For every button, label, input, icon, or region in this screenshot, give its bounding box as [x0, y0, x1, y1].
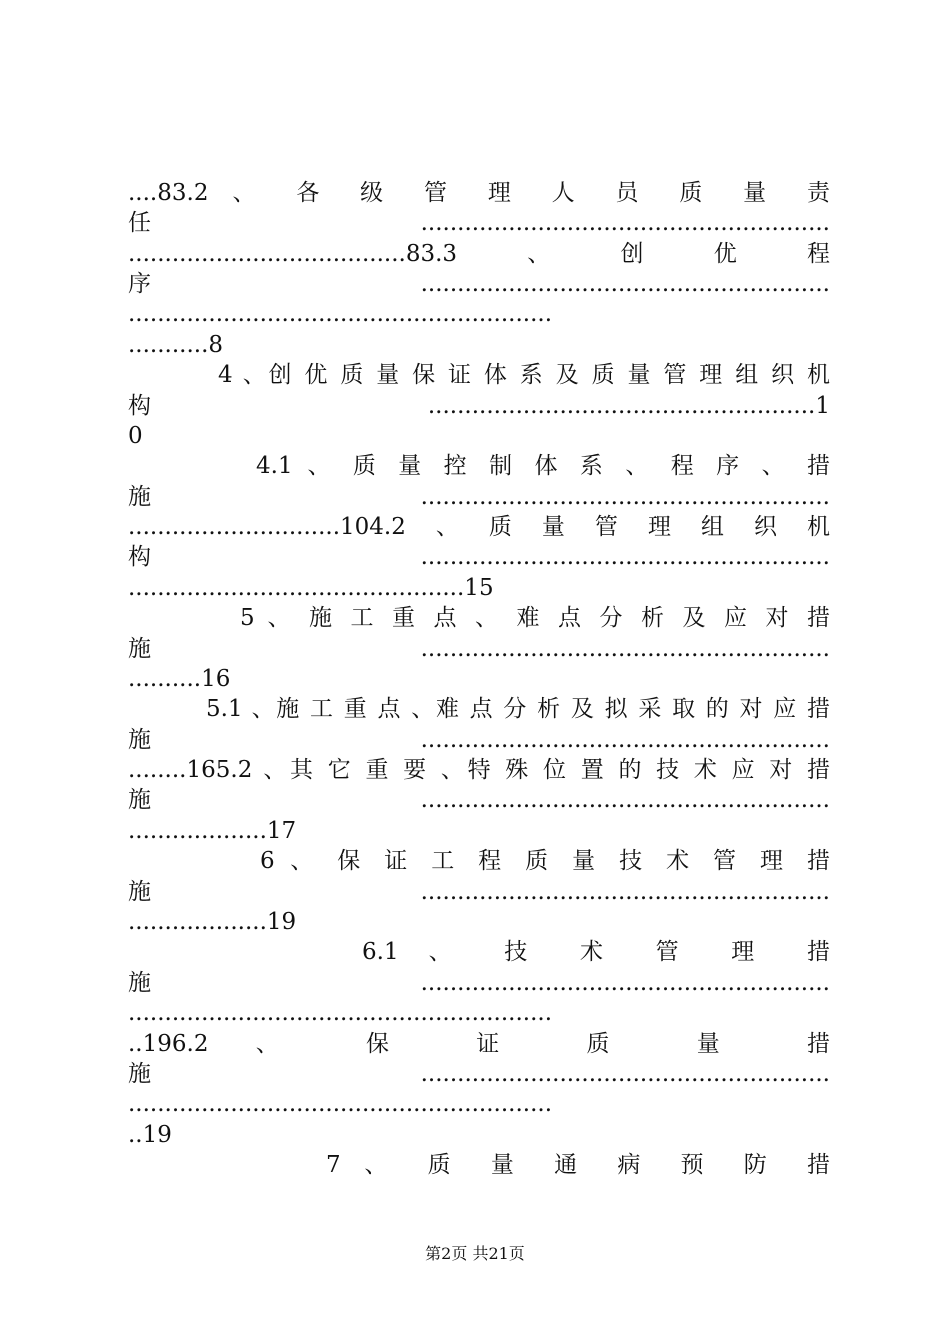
toc-line: ..196.2 、 保 证 质 量 措 [128, 1031, 830, 1057]
toc-line: 序........................................................ [128, 271, 830, 297]
toc-line: .......................................................... [128, 1000, 553, 1026]
toc-line: 施........................................................ [128, 1061, 830, 1087]
toc-line: 5 、 施 工 重 点 、 难 点 分 析 及 应 对 措 [240, 605, 830, 631]
toc-line: ..19 [128, 1122, 172, 1148]
toc-line: .......................................................... [128, 301, 553, 327]
toc-line: 4 、创 优 质 量 保 证 体 系 及 质 量 管 理 组 织 机 [218, 362, 830, 388]
toc-line: 施........................................................ [128, 727, 830, 753]
toc-line: 施........................................................ [128, 484, 830, 510]
toc-line: 构........................................................ [128, 544, 830, 570]
toc-line: ........165.2 、其 它 重 要 、特 殊 位 置 的 技 术 应 对 措 [128, 757, 830, 783]
toc-line: ....83.2 、 各 级 管 理 人 员 质 量 责 [128, 180, 830, 206]
toc-line: ...................17 [128, 818, 297, 844]
toc-line: .............................104.2、质量管理组织机 [128, 514, 830, 540]
toc-line: ...................19 [128, 909, 297, 935]
toc-line: .......................................................... [128, 1091, 553, 1117]
toc-line: ......................................83.3、创优程 [128, 241, 830, 267]
toc-line: 施........................................................ [128, 970, 830, 996]
toc-line: 施........................................................ [128, 787, 830, 813]
toc-line: 构.....................................................1 [128, 393, 830, 419]
toc-line: 6.1 、 技 术 管 理 措 [362, 939, 830, 965]
toc-line: 7 、 质 量 通 病 预 防 措 [326, 1152, 830, 1178]
toc-line: 6 、 保 证 工 程 质 量 技 术 管 理 措 [260, 848, 830, 874]
toc-line: 5.1 、施 工 重 点 、难 点 分 析 及 拟 采 取 的 对 应 措 [206, 696, 830, 722]
toc-line: ..........16 [128, 666, 231, 692]
toc-line: 任........................................................ [128, 210, 830, 236]
page-footer: 第2页 共21页 [425, 1244, 525, 1263]
toc-line: 施........................................................ [128, 636, 830, 662]
toc-line: 0 [128, 423, 143, 449]
toc-line: 施........................................................ [128, 879, 830, 905]
toc-line: 4.1 、 质 量 控 制 体 系 、 程 序 、 措 [256, 453, 830, 479]
toc-line: ..............................................15 [128, 575, 494, 601]
toc-line: ...........8 [128, 332, 224, 358]
